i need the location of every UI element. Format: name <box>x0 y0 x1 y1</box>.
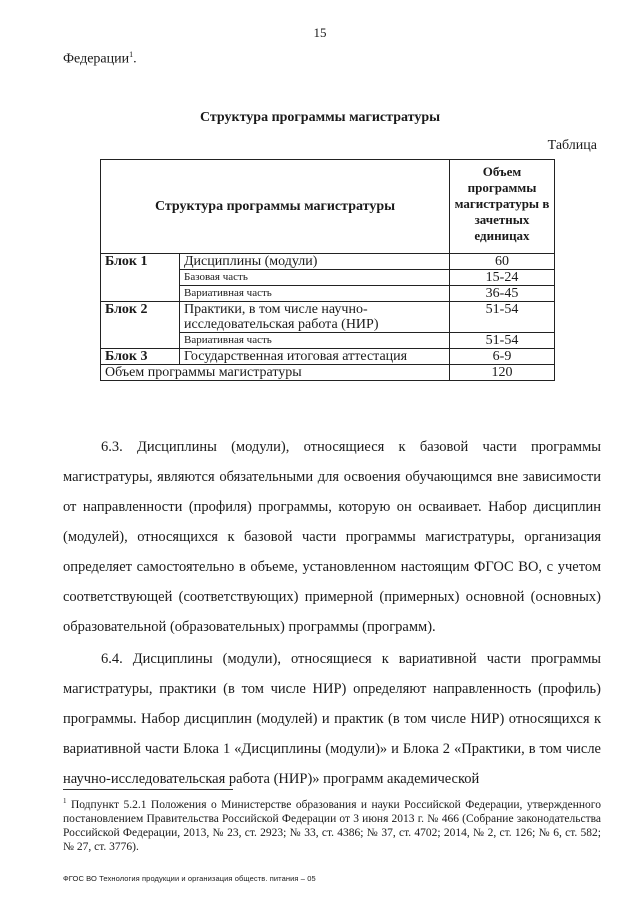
continuation-text: Федерации <box>63 51 130 67</box>
table-label: Таблица <box>547 138 597 153</box>
page-number: 15 <box>313 25 327 40</box>
row-value: 15-24 <box>450 270 555 286</box>
row-value: 6-9 <box>450 349 555 365</box>
program-structure-table <box>100 159 555 381</box>
block-cell <box>101 333 180 349</box>
row-name: Дисциплины (модули) <box>180 254 450 270</box>
block-cell: Блок 1 <box>101 254 180 270</box>
table-row <box>101 333 555 349</box>
table-row <box>101 270 555 286</box>
footnote-mark: 1 <box>63 797 67 805</box>
row-value: 51-54 <box>450 302 555 333</box>
continuation-tail: . <box>133 51 137 67</box>
block-cell: Блок 3 <box>101 349 180 365</box>
body-text <box>63 432 601 794</box>
row-name: Вариативная часть <box>180 333 450 349</box>
row-name: Вариативная часть <box>180 286 450 302</box>
header-volume: Объем программы магистратуры в зачетных единицах <box>450 160 555 254</box>
block-cell <box>101 286 180 302</box>
total-value: 120 <box>450 365 555 381</box>
footnote-text: Подпункт 5.2.1 Положения о Министерстве образования и науки Российской Федерации, утвержденного постановлением Правительства Российской Федерации от 3 июня 2013 г. № 466 (Собрание законодательства Российской Федерации, 2013, № 23, ст. 2923; № 33, ст. 4386; № 37, ст. 4702; 2014, № 2, ст. 126; № 6, ст. 582; № 27, ст. 3776). <box>63 798 601 853</box>
footnote-divider <box>63 789 233 790</box>
table-header-row <box>101 160 555 254</box>
block-cell <box>101 270 180 286</box>
block-cell: Блок 2 <box>101 302 180 333</box>
paragraph-6-3: 6.3. Дисциплины (модули), относящиеся к базовой части программы магистратуры, являются обязательными для освоения обучающимся вне зависимости от направленности (профиля) программы, которую он осваивает. Набор дисциплин (модулей), относящихся к базовой части программы магистратуры, организация определяет самостоятельно в объеме, установленном настоящим ФГОС ВО, с учетом соответствующей (соответствующих) примерной (примерных) основной (основных) образовательной (образовательных) программы (программ). <box>63 439 601 635</box>
total-label: Объем программы магистратуры <box>101 365 450 381</box>
table-total-row <box>101 365 555 381</box>
section-title: Структура программы магистратуры <box>199 110 441 125</box>
continuation-line <box>63 50 137 68</box>
paragraph-6-4: 6.4. Дисциплины (модули), относящиеся к вариативной части программы магистратуры, практики (в том числе НИР) определяют направленность (профиль) программы. Набор дисциплин (модулей) и практик (в том числе НИР) относящихся к вариативной части Блока 1 «Дисциплины (модули)» и Блока 2 «Практики, в том числе научно-исследовательская работа (НИР)» программ академической <box>63 651 601 787</box>
footnote <box>63 794 601 854</box>
row-value: 60 <box>450 254 555 270</box>
page-footer: ФГОС ВО Технология продукции и организация обществ. питания – 05 <box>63 874 316 883</box>
footnote-ref[interactable]: 1 <box>129 50 134 59</box>
row-value: 51-54 <box>450 333 555 349</box>
table-row <box>101 302 555 333</box>
row-value: 36-45 <box>450 286 555 302</box>
header-structure: Структура программы магистратуры <box>101 160 450 254</box>
row-name: Практики, в том числе научно-исследовательская работа (НИР) <box>180 302 450 333</box>
row-name: Государственная итоговая аттестация <box>180 349 450 365</box>
table-row <box>101 254 555 270</box>
table-row <box>101 349 555 365</box>
table-row <box>101 286 555 302</box>
row-name: Базовая часть <box>180 270 450 286</box>
